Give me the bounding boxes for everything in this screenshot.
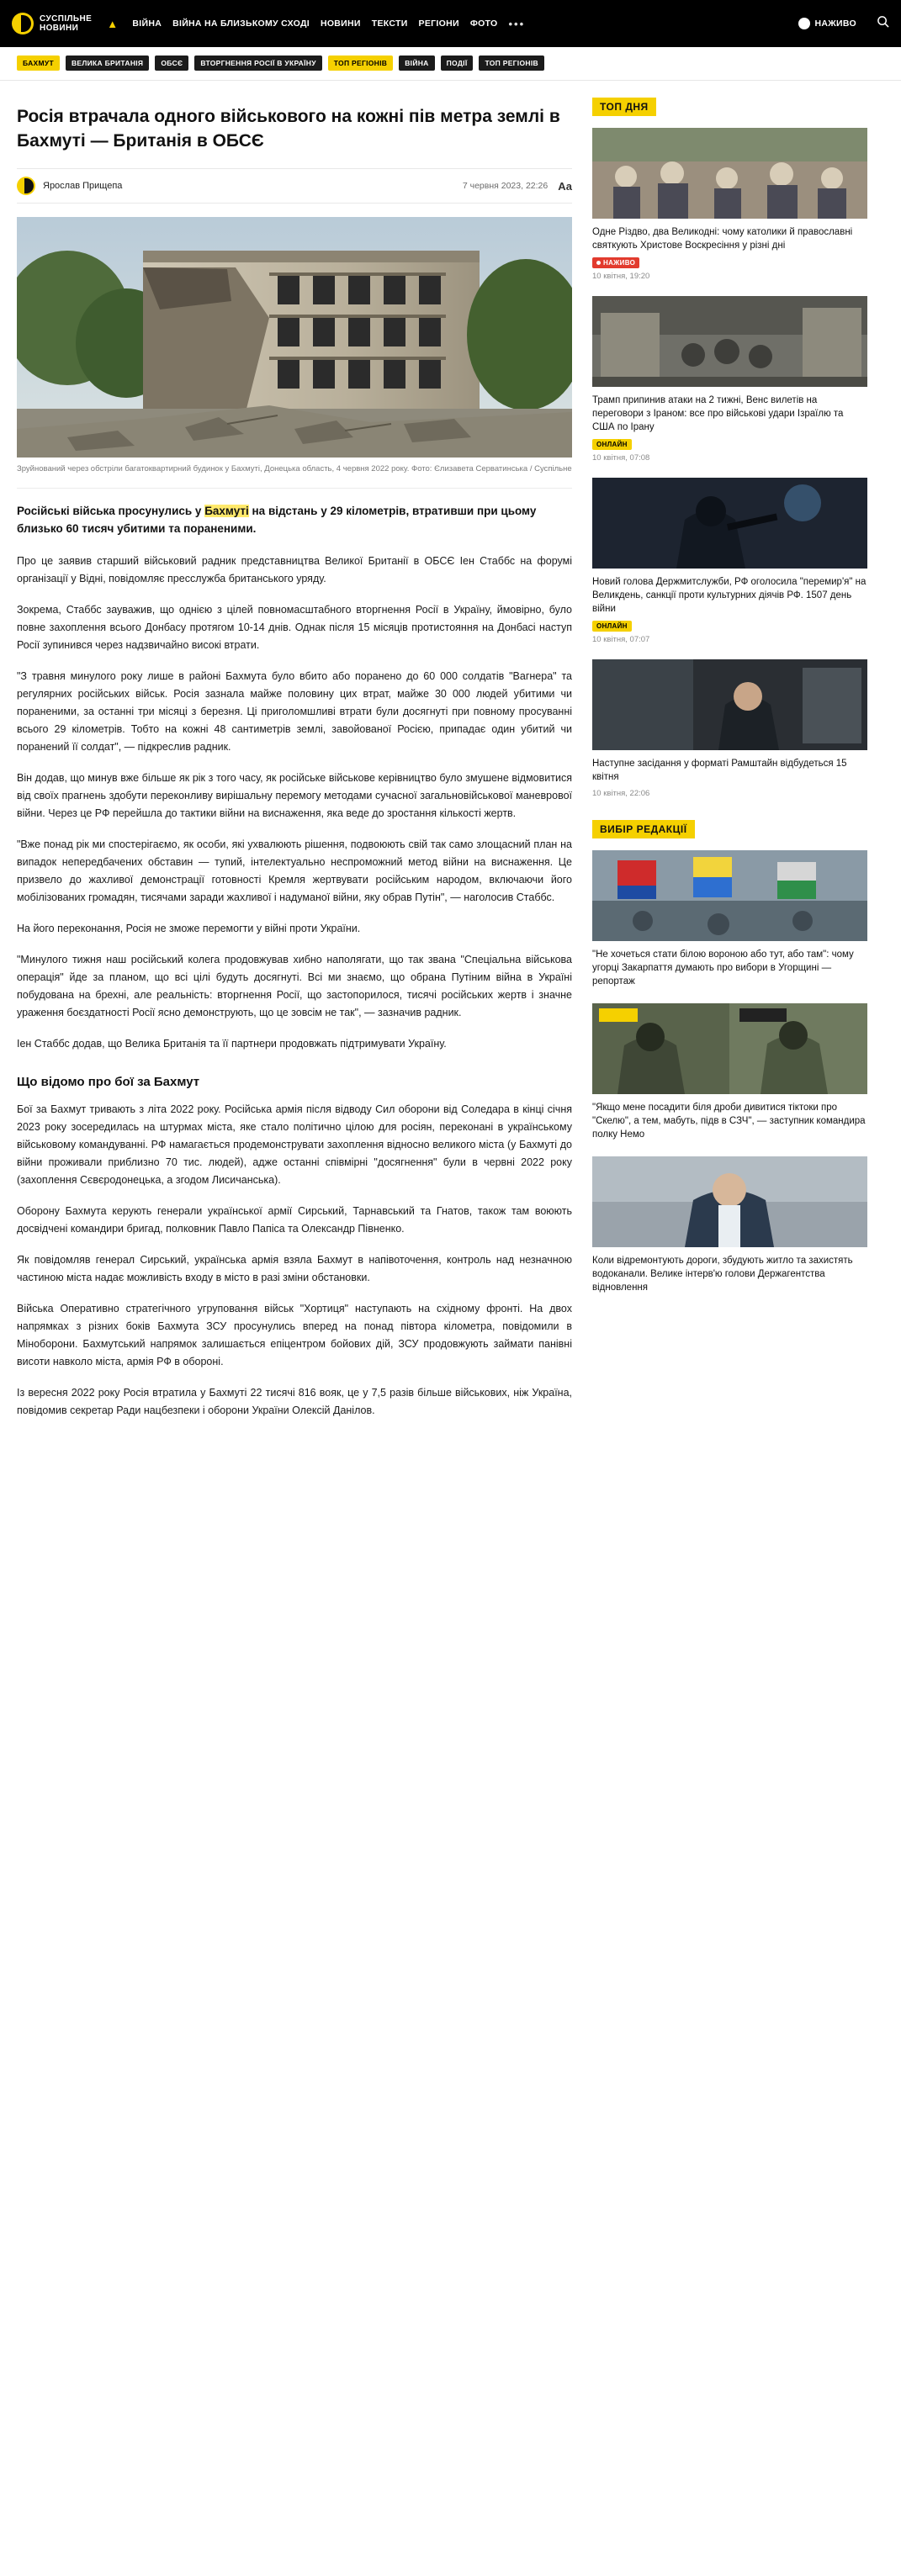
sidebar-item-title: Новий голова Держмитслужби, РФ оголосила "перемир'я" на Великдень, санкції проти культурних діячів РФ. 1507 день війни [592, 577, 867, 614]
article-paragraph-7: Іен Стаббс додав, що Велика Британія та її партнери продовжать підтримувати Україну. [17, 1038, 447, 1050]
sidebar-item-title: Коли відремонтують дороги, збудують житло та захистять водоканали. Велике інтерв'ю голови Держагентства відновлення [592, 1256, 853, 1293]
article-main [17, 98, 572, 1433]
hero-image [17, 217, 572, 458]
tag-6[interactable]: ПОДІЇ [441, 56, 474, 71]
live-button[interactable] [798, 18, 857, 29]
sidebar-item-time: 10 квітня, 19:20 [592, 272, 650, 281]
list-item[interactable] [592, 296, 867, 463]
sidebar-item-time: 10 квітня, 07:07 [592, 635, 650, 644]
logo-line-1: СУСПІЛЬНЕ [40, 14, 93, 24]
list-item[interactable] [592, 1003, 867, 1141]
font-size-icon[interactable]: Аа [558, 179, 572, 193]
logo-mark-icon [12, 13, 34, 34]
live-label: НАЖИВО [814, 19, 856, 29]
article-paragraph-8: Бої за Бахмут тривають з літа 2022 року. Російська армія після відводу Сил оборони від Соледара в кінці січня 2023 року зосередилась на штурмах міста, яке стало політично цілою для росіян, переконані в українському військовому командуванні. РФ намагається продемонструвати захоплення відносно великого міста (у Бахмуті до війни проживали приблизно 70 тис. людей), адже останні співмірні "досягнення" були в червні 2022 року (захоплення Сєвєродонецька, а згодом Лисичанська). [17, 1103, 572, 1186]
logo-line-2: НОВИНИ [40, 24, 79, 33]
sidebar [592, 98, 867, 1316]
article-paragraph-12: Із вересня 2022 року Росія втратила у Бахмуті 22 тисячі 816 вояк, це у 7,5 разів більше військових, ніж Україна, повідомив секретар Ради нацбезпеки і оборони України Олексій Данілов. [17, 1387, 572, 1416]
list-item[interactable] [592, 128, 867, 281]
thumbnail-image [592, 659, 867, 750]
thumbnail-image [592, 128, 867, 219]
sidebar-item-time: 10 квітня, 22:06 [592, 789, 650, 798]
tag-0[interactable]: БАХМУТ [17, 56, 60, 71]
article-lead [17, 502, 572, 537]
tag-1[interactable]: ВЕЛИКА БРИТАНІЯ [66, 56, 149, 71]
sidebar-block-top-day [592, 98, 867, 798]
article-paragraph-9: Оборону Бахмута керують генерали української армії Сирський, Тарнавський та Гнатов, також там воюють досвідчені командири бригад, полковник Павло Папіса та Олександр Півненко. [17, 1205, 572, 1235]
page-title: Росія втрачала одного військового на кожні пів метра землі в Бахмуті — Британія в ОБСЄ [17, 107, 560, 151]
article-paragraph-5: На його переконання, Росія не зможе перемогти у війні проти України. [17, 923, 361, 934]
article-paragraph-0: Про це заявив старший військовий радник представництва Великої Британії в ОБСЄ Іен Стаббс на форумі організації у Відні, повідомляє пресслужба британського уряду. [17, 555, 572, 584]
status-badge: НАЖИВО [592, 257, 639, 268]
section-subheading: Що відомо про бої за Бахмут [17, 1075, 200, 1089]
tag-7[interactable]: ТОП РЕГІОНІВ [479, 56, 543, 71]
lead-highlight-link[interactable]: Бахмуті [204, 505, 249, 517]
article-paragraph-2: "З травня минулого року лише в районі Бахмута було вбито або поранено до 60 000 солдатів "Вагнера" та регулярних російських військ. Росія зазнала майже половину цих втрат, майже 30 000 людей убитими чи пораненими, за останні три місяці з березня. Ці приголомшливі втрати були досягнуті при повному просуванні всього 29 кілометрів. Тобто на кожні 48 сантиметрів землі, завойованої Росією, припадає один убитий чи поранений її солдат", — підкреслив радник. [17, 670, 572, 753]
sidebar-item-title: "Якщо мене посадити біля дроби дивитися тіктоки про "Скелю", а тем, мабуть, підв в СЗЧ", — заступник командира полку Немо [592, 1103, 866, 1140]
tag-3[interactable]: ВТОРГНЕННЯ РОСІЇ В УКРАЇНУ [194, 56, 321, 71]
article-paragraph-4: "Вже понад рік ми спостерігаємо, як особи, які ухвалюють рішення, подвоюють свій так само злощасний план на випадок непередбачених обставин — тупий, інтелектуально неспроможний метод війни на виснаження. Це призвело до жахливої демонстрації готовності Кремля жертвувати російським народом, включаючи його мобілізованих громадян, тисячами заради жахливої і надуманої війни, яку обрав Путін", — наголосив Стаббс. [17, 838, 572, 903]
status-badge: ОНЛАЙН [592, 621, 632, 632]
author-name: Ярослав Прищепа [43, 181, 123, 191]
home-icon[interactable]: ▲ [107, 17, 119, 30]
lead-part-2: на відстань у 29 кілометрів, втративши при цьому близько 60 тисяч убитими та пораненими. [17, 505, 537, 535]
list-item[interactable] [592, 659, 867, 798]
sidebar-heading-top-day: ТОП ДНЯ [592, 98, 656, 116]
article-paragraph-1: Зокрема, Стаббс зауважив, що однією з цілей повномасштабного вторгнення Росії в Україну, ймовірно, було повне захоплення всього Донбасу протягом 10-14 днів. Однак після 15 місяців протистояння на Донбасі наступ Росії зупинився через надзвичайно високі втрати. [17, 604, 572, 651]
article-paragraph-11: Війська Оперативно стратегічного угруповання військ "Хортиця" наступають на східному фронті. На двох напрямках з різних боків Бахмута ЗСУ просунулись вперед на понад півтора кілометра, повідомили в Міноборони. Бахмутський напрямок залишається епіцентром бойових дій, ЗСУ продовжують займати панівні висоти навколо міста, армія РФ в обороні. [17, 1303, 572, 1367]
sidebar-item-title: "Не хочеться стати білою вороною або тут, або там": чому угорці Закарпаття думають про вибори в Угорщині — репортаж [592, 949, 854, 986]
tag-2[interactable]: ОБСЄ [155, 56, 188, 71]
status-badge: ОНЛАЙН [592, 439, 632, 450]
article-paragraph-3: Він додав, що минув вже більше як рік з того часу, як російське військове керівництво було змушене відмовитися від своїх прагнень здобути переконливу вирішальну перемогу методами сучасної загальновійськової маневрової війни. Через це РФ перейшла до тактики війни на виснаження, яка веде до зростання кількості жертв. [17, 772, 572, 819]
article-paragraph-6: "Минулого тижня наш російський колега продовжував хибно наполягати, що так звана "Спеціальна військова операція" йде за планом, що всі цілі будуть досягнуті. Всі ми знаємо, що обрана Путіним війна в Україні побудована на брехні, але реальність: вторгнення Росії, що застопорилося, тисячі російських жертв і значне ураження боєздатності Росії ясно демонструють, що це зовсім не так", — зазначив радник. [17, 954, 572, 1018]
nav-item-0[interactable]: ВІЙНА [132, 19, 162, 29]
image-caption: Зруйнований через обстріли багатоквартирний будинок у Бахмуті, Донецька область, 4 червня 2022 року. Фото: Єлизавета Серватинська / Суспільне [17, 458, 572, 489]
thumbnail-image [592, 478, 867, 569]
author-block[interactable] [17, 177, 122, 195]
search-icon[interactable] [877, 15, 889, 32]
nav-item-4[interactable]: РЕГІОНИ [418, 19, 459, 29]
list-item[interactable] [592, 478, 867, 644]
article-paragraph-10: Як повідомляв генерал Сирський, українська армія взяла Бахмут в напівоточення, контроль над незначною частиною міста надає можливість входу в місто в разі зміни обстановки. [17, 1254, 572, 1283]
thumbnail-image [592, 296, 867, 387]
list-item[interactable] [592, 1156, 867, 1294]
tag-bar [0, 47, 901, 81]
thumbnail-image [592, 850, 867, 941]
nav-item-3[interactable]: ТЕКСТИ [371, 19, 408, 29]
sidebar-item-time: 10 квітня, 07:08 [592, 453, 650, 463]
lead-part-1: Російські війська просунулись у [17, 505, 205, 517]
site-logo[interactable] [12, 13, 92, 34]
sidebar-block-editors-choice [592, 820, 867, 1294]
tag-4[interactable]: ТОП РЕГІОНІВ [328, 56, 393, 71]
list-item[interactable] [592, 850, 867, 988]
publish-date: 7 червня 2023, 22:26 [462, 181, 549, 191]
sidebar-heading-editors-choice: ВИБІР РЕДАКЦІЇ [592, 820, 695, 838]
site-header [0, 0, 901, 47]
thumbnail-image [592, 1156, 867, 1247]
tag-5[interactable]: ВІЙНА [399, 56, 434, 71]
thumbnail-image [592, 1003, 867, 1094]
sidebar-item-title: Одне Різдво, два Великодні: чому католики й православні святкують Христове Воскресіння у різні дні [592, 227, 853, 251]
nav-more-button[interactable]: ••• [508, 17, 526, 30]
sidebar-item-title: Наступне засідання у форматі Рамштайн відбудеться 15 квітня [592, 759, 847, 782]
nav-item-5[interactable]: ФОТО [469, 19, 498, 29]
main-navigation [103, 18, 786, 30]
byline [17, 168, 572, 204]
nav-item-2[interactable]: НОВИНИ [320, 19, 361, 29]
avatar [17, 177, 35, 195]
live-dot-icon [798, 18, 810, 29]
sidebar-item-title: Трамп припинив атаки на 2 тижні, Венс вилетів на переговори з Іраном: все про військові удари Ізраїлю та США по Ірану [592, 395, 844, 432]
nav-item-1[interactable]: ВІЙНА НА БЛИЗЬКОМУ СХОДІ [172, 19, 310, 29]
